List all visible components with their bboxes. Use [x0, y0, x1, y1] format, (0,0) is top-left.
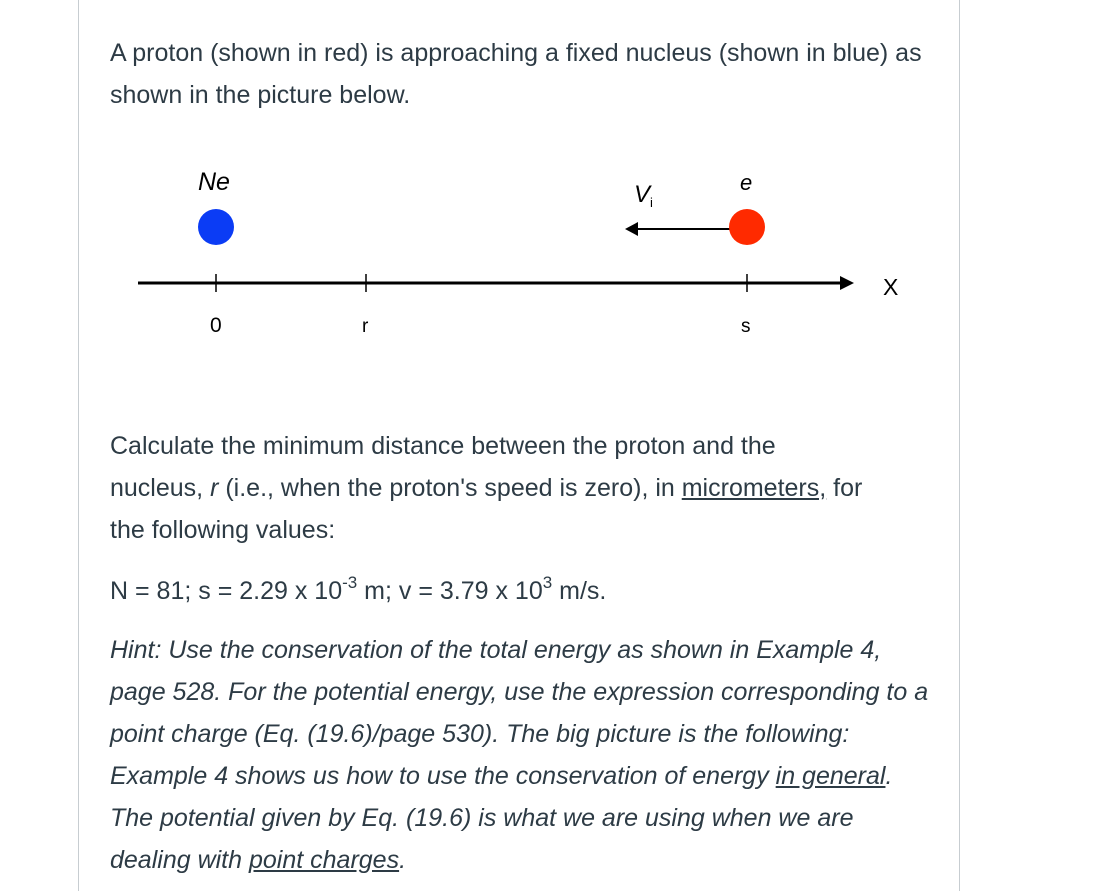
question-line2-a: nucleus, — [110, 474, 211, 502]
hint-in-general: in general — [775, 762, 886, 790]
tick-r-label: r — [362, 316, 369, 337]
hint-text — [110, 629, 940, 881]
velocity-arrowhead — [625, 222, 638, 236]
question-line2-c: for — [826, 474, 863, 502]
values-exp2: 3 — [542, 573, 553, 592]
tick-origin-label: 0 — [210, 314, 222, 337]
velocity-label: V — [634, 181, 651, 208]
nucleus-circle — [198, 209, 234, 245]
proton-label: e — [740, 170, 753, 195]
question-r-symbol: r — [210, 474, 219, 502]
hint-text3: . — [399, 846, 407, 874]
tick-s-label: s — [741, 316, 751, 337]
values-part1: N = 81; s = 2.29 x 10 — [110, 577, 343, 605]
question-line1: Calculate the minimum distance between the proton and the — [110, 432, 776, 460]
hint-text2: . The potential given by Eq. (19.6) is what we are using when we are dealing with — [110, 762, 893, 874]
intro-text: A proton (shown in red) is approaching a fixed nucleus (shown in blue) as shown in the picture below. — [110, 39, 922, 109]
hint-text1: Hint: Use the conservation of the total energy as shown in Example 4, page 528. For the potential energy, use the expression corresponding to a point charge (Eq. (19.6)/page 530). The big picture is the following: Example 4 shows us how to use the conservation of energy — [110, 636, 929, 790]
diagram — [120, 150, 900, 350]
x-axis-arrowhead — [840, 276, 854, 290]
proton-circle — [729, 209, 765, 245]
values-part3: m/s. — [552, 577, 607, 605]
values-part2: m; v = 3.79 x 10 — [357, 577, 543, 605]
x-axis-label: X — [883, 274, 899, 300]
values-exp1: -3 — [342, 573, 358, 592]
question-text — [110, 425, 940, 551]
question-line3: the following values: — [110, 516, 336, 544]
micrometers-link[interactable]: micrometers, — [681, 474, 827, 502]
values-text — [110, 570, 940, 612]
nucleus-label: Ne — [198, 168, 230, 196]
velocity-subscript: i — [650, 195, 653, 210]
hint-point-charges: point charges — [248, 846, 400, 874]
question-line2-b: (i.e., when the proton's speed is zero), in — [218, 474, 682, 502]
